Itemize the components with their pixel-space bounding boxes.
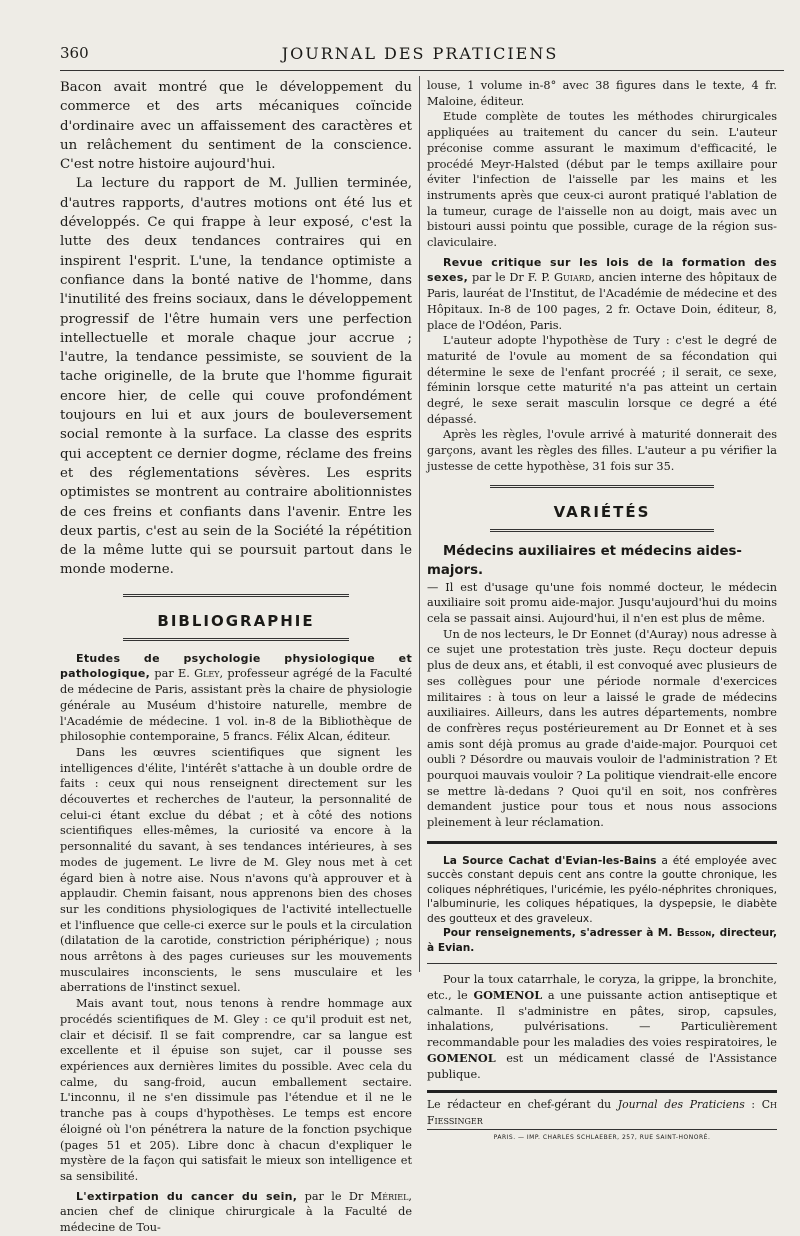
article-paragraph: Un de nos lecteurs, le Dr Eonnet (d'Auray) nous adresse à ce sujet une protestation très juste. Reçu docteur depuis plus de deux ans, et établi, il est convoqué avec plusieurs de ses collègues pour une période normale d'exercices militaires : à tous on leur a laissé le grade de médecins auxiliaires. Ailleurs, dans les autres départements, nombre de confrères reçus postérieurement au Dr Eonnet et à ses amis sont déjà promus au grade d'aide-major. Pourquoi cet oubli ? Désordre ou mauvais vouloir de l'administration ? Et pourquoi mauvais vouloir ? La politique viendrait-elle encore se mettre là-dedans ? Quoi qu'il en soit, nos confrères demandent justice pour tous et nous nous associons pleinement à leur réclamation. — [427, 627, 777, 830]
book-entry: Etudes de psychologie physiologique et pathologique, par E. Gley, professeur agrégé de la Faculté de médecine de Paris, assistant près la chaire de physiologie générale au Muséum d'histoire naturelle, membre de l'Académie de médecine. 1 vol. in-8 de la Bibliothèque de philosophie contemporaine, 5 francs. Félix Alcan, éditeur. — [60, 651, 413, 744]
review-paragraph: Etude complète de toutes les méthodes chirurgicales appliquées au traitement du cancer du sein. L'auteur préconise comme assurant le maximum d'efficacité, le procédé Meyr-Halsted (début par le temps axillaire pour éviter l'infection de l'aisselle par les mains et les instruments après que ceux-ci auront pratiqué l'ablation de la tumeur, curage de l'aisselle non au doigt, mais avec un bistouri aussi pointu que possible, curage de la région sus-claviculaire. — [427, 110, 777, 250]
review-paragraph: Mais avant tout, nous tenons à rendre hommage aux procédés scientifiques de M. Gley : ce qu'il produit est net, clair et décisif. Il se fait comprendre, car sa langue est excellente et il épuise son sujet, car il pousse ses expériences aux dernières limites du possible. Avec cela du calme, du sang-froid, aucun emballement sectaire. L'inconnu, il ne s'en dissimule pas l'étendue et il ne le tranche pas à coups d'hypothèses. Le temps est encore éloigné où l'on pénétrera la nature de la fonction psychique (pages 51 et 205). Libre donc à chacun d'expliquer le mystère de la façon qui satisfait le mieux son intelligence et sa sensibilité. — [60, 997, 412, 1183]
book-title: Etudes de psychologie physiologique et pathologique, — [60, 651, 412, 681]
book-title: L'extirpation du cancer du sein, — [76, 1189, 298, 1203]
book-entry: Revue critique sur les lois de la formation des sexes, par le Dr F. P. Guiard, ancien interne des hôpitaux de Paris, lauréat de l'Institut, de l'Académie de médecine et des Hôpitaux. In-8 de 100 pages, 2 fr. Octave Doin, éditeur, 8, place de l'Odéon, Paris. — [427, 255, 777, 332]
article-paragraph: La lecture du rapport de M. Jullien terminée, d'autres rapports, d'autres motions ont été lus et développés. Ce qui frappe à leur exposé, c'est la lutte des deux tendances contraires qui en inspirent l'esprit. L'une, la tendance optimiste a confiance dans la bonté native de l'homme, dans l'inutilité des freins sociaux, dans le développement progressif de l'être humain vers une perfection intellectuelle et morale chaque jour accrue ; l'autre, la tendance pessimiste, se souvient de la tache originelle, de la brute que l'homme figurait encore hier, de celle qui couve profondément toujours en lui et aux jours de bouleversement social remonte à la surface. La classe des esprits qui acceptent ce dernier dogme, réclame des freins et des réglementations sévères. Les esprits optimistes se montrent au contraire abolitionnistes de ces freins et confiants dans l'avenir. Entre les deux partis, c'est au sein de la Société la répétition de la même lutte qui se poursuit partout dans le monde moderne. — [60, 176, 412, 578]
review-paragraph: L'auteur adopte l'hypothèse de Tury : c'est le degré de maturité de l'ovule au moment de sa fécondation qui détermine le sexe de l'enfant procréé ; il serait, ce sexe, féminin lorsque cette maturité n'a pas atteint un certain degré, le sexe serait masculin lorsque ce degré a été dépassé. — [427, 334, 777, 426]
book-author: Mériel — [370, 1189, 409, 1203]
advertisement-gomenol: Pour la toux catarrhale, le coryza, la grippe, la bronchite, etc., le GOMENOL a une puissante action antiseptique et calmante. Il s'administre en pâtes, sirop, capsules, inhalations, pulvérisations. — Particulièrement recommandable pour les maladies des voies respiratoires, le GOMENOL est un médicament classé de l'Assistance publique. — [427, 973, 777, 1081]
section-title-varietes: VARIÉTÉS — [553, 502, 651, 521]
section-ornament — [123, 632, 348, 641]
editor-line: Le rédacteur en chef-gérant du Journal des Praticiens : Ch Fiessinger — [427, 1098, 777, 1128]
advertisement-cachat: La Source Cachat d'Evian-les-Bains a été employée avec succès constant depuis cent ans contre la goutte chronique, les coliques néphrétiques, l'uricémie, les pyélo-néphrites chroniques, l'albuminurie, les coliques hépatiques, la dyspepsie, le diabète des goutteux et des graveleux. — [427, 854, 778, 925]
review-paragraph: Après les règles, l'ovule arrivé à maturité donnerait des garçons, avant les règles des filles. L'auteur a pu vérifier la justesse de cette hypothèse, 31 fois sur 35. — [427, 428, 777, 473]
left-column — [60, 78, 413, 1235]
header-rule — [60, 70, 784, 71]
book-author: Guiard — [554, 271, 592, 285]
page-header — [60, 44, 780, 66]
article-title: Médecins auxiliaires et médecins aides-majors. — [427, 543, 742, 578]
book-entry: L'extirpation du cancer du sein, par le Dr Mériel, ancien chef de clinique chirurgicale à la Faculté de médecine de Tou- — [60, 1189, 412, 1235]
article-paragraph: — Il est d'usage qu'une fois nommé docteur, le médecin auxiliaire soit promu aide-major. Jusqu'aujourd'hui du moins cela se passait ainsi. Aujourd'hui, il n'en est plus de même. — [427, 580, 777, 625]
article-paragraph: Bacon avait montré que le développement du commerce et des arts mécaniques coïncide d'ordinaire avec un affaissement des caractères et un relâchement du sentiment de la conscience. C'est notre histoire aujourd'hui. — [60, 80, 412, 173]
review-paragraph: Dans les œuvres scientifiques que signent les intelligences d'élite, l'intérêt s'attache à un double ordre de faits : ceux qui nous renseignent directement sur les découvertes et recherches de l'auteur, la personnalité de celui-ci étant exclue du débat ; et à côté des notions scientifiques elles-mêmes, la curiosité va encore à la personnalité du savant, à ses tendances intérieures, à ses modes de jugement. Le livre de M. Gley nous met à cet égard bien à notre aise. Nous n'avons qu'à approuver et à applaudir. Chemin faisant, nous apprenons bien des choses sur les conditions physiologiques de l'activité intellectuelle et l'influence que celle-ci exerce sur le pouls et la circulation (dilatation de la carotide, constriction périphérique) ; nous nous arrêtons à des pages curieuses sur les mouvements musculaires inconscients, le sens musculaire et les aberrations de l'instinct sexuel. — [60, 745, 412, 995]
section-ornament — [490, 523, 714, 532]
printer-imprint: PARIS. — IMP. CHARLES SCHLAEBER, 257, RUE SAINT-HONORÉ. — [493, 1134, 711, 1142]
section-title-bibliographie: BIBLIOGRAPHIE — [157, 611, 315, 630]
section-ornament — [490, 485, 714, 494]
book-entry-continued: louse, 1 volume in-8° avec 38 figures dans le texte, 4 fr. Maloine, éditeur. — [427, 79, 777, 108]
book-author: Gley — [194, 667, 220, 681]
advertisement-contact: Pour renseignements, s'adresser à M. Besson, directeur, à Evian. — [427, 927, 777, 954]
column-divider — [419, 76, 420, 972]
section-ornament — [123, 594, 348, 603]
book-title: Revue critique sur les lois de la formation des sexes, — [427, 255, 777, 285]
page-number: 360 — [60, 44, 89, 62]
right-column — [427, 78, 778, 1142]
journal-title: JOURNAL DES PRATICIENS — [281, 44, 559, 63]
